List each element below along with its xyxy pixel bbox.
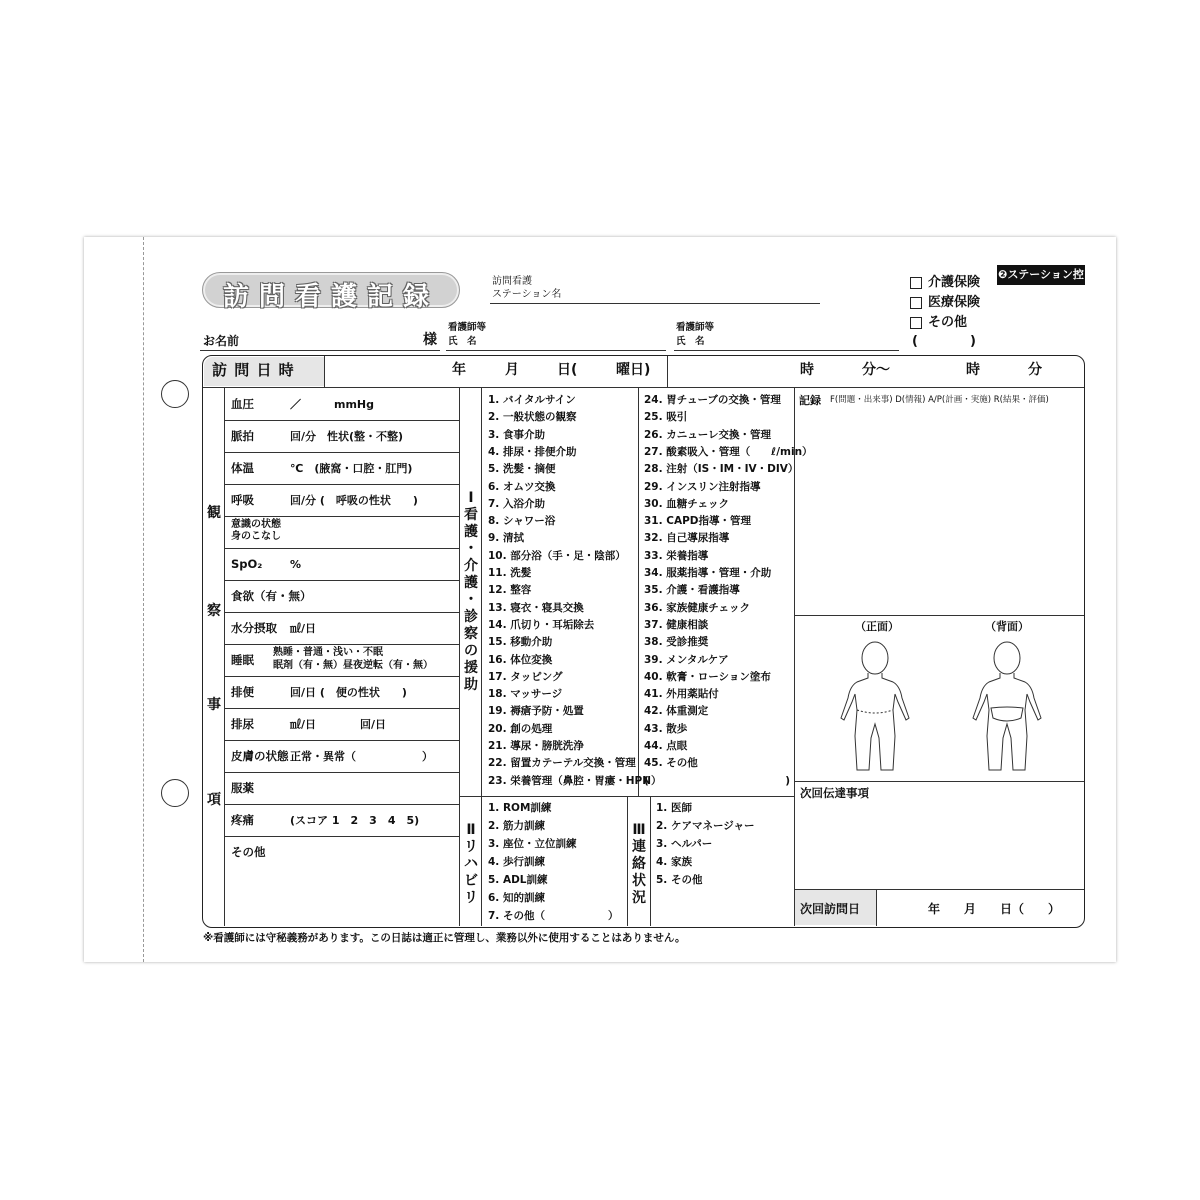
care-item[interactable]: 22. 留置カテーテル交換・管理 xyxy=(488,757,636,770)
visit-label-divider xyxy=(324,356,325,387)
obs-row-label: 排便 xyxy=(231,685,254,699)
insurance-iryo: 医療保険 xyxy=(928,295,981,310)
rehab-label-char: ビ xyxy=(464,873,478,889)
station-copy-badge: ❷ステーション控 xyxy=(997,265,1085,285)
next-visit-divider xyxy=(876,889,877,926)
care-item[interactable]: 7. 入浴介助 xyxy=(488,497,545,510)
contact-item[interactable]: 2. ケアマネージャー xyxy=(656,820,755,832)
insurance-other: その他 xyxy=(928,315,968,330)
nurse2-label-top: 看護師等 xyxy=(676,322,715,333)
visit-day: 日( xyxy=(557,362,578,378)
care-item[interactable]: 17. タッピング xyxy=(488,670,563,683)
patient-name-label: お名前 xyxy=(203,334,240,348)
care-section-label xyxy=(462,490,480,694)
obs-row-label: 血圧 xyxy=(231,397,254,411)
obs-row-label: 服薬 xyxy=(231,781,254,795)
contact-label-char: 連 xyxy=(632,839,646,855)
contact-label-char: 状 xyxy=(632,873,646,889)
care-item[interactable]: 29. インスリン注射指導 xyxy=(644,480,761,493)
care-item[interactable]: 38. 受診推奨 xyxy=(644,636,709,649)
obs-row-label: 体温 xyxy=(231,461,254,475)
obs-row-value[interactable]: 回/分 ( 呼吸の性状 ) xyxy=(290,494,418,507)
sama-label: 様 xyxy=(423,332,437,348)
obs-side-char-1: 観 xyxy=(207,505,221,521)
obs-row-value[interactable]: 正常・異常（ ） xyxy=(290,750,433,763)
care-item[interactable]: 40. 軟膏・ローション塗布 xyxy=(644,670,771,683)
care-item[interactable]: 23. 栄養管理（鼻腔・胃瘻・HPN） xyxy=(488,774,662,787)
care-item[interactable]: 19. 褥瘡予防・処置 xyxy=(488,705,584,718)
rehab-item[interactable]: 7. その他（ ） xyxy=(488,910,619,922)
obs-row-label: その他 xyxy=(231,845,266,859)
nurse-label-top: 看護師等 xyxy=(448,322,487,333)
rehab-label-char: ハ xyxy=(464,856,478,872)
obs-row-value[interactable]: ℃ (腋窩・口腔・肛門) xyxy=(290,462,413,475)
rehab-item[interactable]: 6. 知的訓練 xyxy=(488,892,545,904)
obs-row-divider xyxy=(225,708,459,709)
obs-row-divider xyxy=(225,676,459,677)
checkbox-other[interactable] xyxy=(910,317,922,329)
care-label-char: Ⅰ xyxy=(468,490,474,506)
visit-datetime-label: 訪 問 日 時 xyxy=(212,361,295,379)
contact-item[interactable]: 1. 医師 xyxy=(656,802,692,814)
care-item[interactable]: 31. CAPD指導・管理 xyxy=(644,515,751,528)
rehab-item[interactable]: 5. ADL訓練 xyxy=(488,874,548,886)
care-item[interactable]: 12. 整容 xyxy=(488,584,532,597)
obs-row-divider xyxy=(225,772,459,773)
care-item[interactable]: 42. 体重測定 xyxy=(644,705,709,718)
obs-row-label: 水分摂取 xyxy=(231,621,277,635)
rehab-label-char: Ⅱ xyxy=(466,822,476,838)
visit-minute-end: 分 xyxy=(1028,362,1042,378)
care-item[interactable]: 26. カニューレ交換・管理 xyxy=(644,428,772,441)
obs-side-char-2: 察 xyxy=(207,603,221,619)
care-item[interactable]: 3. 食事介助 xyxy=(488,428,545,441)
care-label-char: 護 xyxy=(464,524,478,540)
obs-row-divider xyxy=(225,548,459,549)
rehab-item[interactable]: 2. 筋力訓練 xyxy=(488,820,545,832)
visit-hour-end: 時 xyxy=(966,362,980,378)
care-item[interactable]: 24. 胃チューブの交換・管理 xyxy=(644,394,781,406)
care-item[interactable]: 16. 体位変換 xyxy=(488,653,553,666)
nurse-label-bottom: 氏 名 xyxy=(448,336,477,347)
next-visit-date[interactable]: 年 月 日（ ） xyxy=(928,902,1061,916)
rehab-label-char: リ xyxy=(464,839,478,855)
rehab-item[interactable]: 4. 歩行訓練 xyxy=(488,856,545,868)
obs-row-value[interactable]: % xyxy=(290,558,302,571)
obs-row-label: 皮膚の状態 xyxy=(231,749,289,763)
care-item[interactable]: 32. 自己導尿指導 xyxy=(644,532,730,545)
body-front-label: （正面） xyxy=(855,620,899,633)
contact-item[interactable]: 4. 家族 xyxy=(656,856,692,868)
care-item[interactable]: 44. 点眼 xyxy=(644,740,688,752)
nurse2-label-bottom: 氏 名 xyxy=(676,336,705,347)
contact-label-char: 況 xyxy=(632,890,646,906)
care-item[interactable]: 39. メンタルケア xyxy=(644,653,729,666)
visit-month: 月 xyxy=(505,362,519,378)
rehab-section-label xyxy=(462,822,480,907)
care-item[interactable]: 27. 酸素吸入・管理（ ℓ/min） xyxy=(644,445,813,458)
obs-row-divider xyxy=(225,740,459,741)
obs-row-label: 意識の状態 xyxy=(231,519,281,530)
insurance-other-paren: ( ) xyxy=(912,334,976,349)
obs-row-divider xyxy=(225,580,459,581)
station-name-line[interactable] xyxy=(490,303,820,304)
confidentiality-note: ※看護師には守秘義務があります。この日誌は適正に管理し、業務以外に使用することはありません。 xyxy=(203,932,686,944)
obs-side-char-3: 事 xyxy=(207,697,221,713)
care-item[interactable]: 45. その他 xyxy=(644,757,698,770)
form-title: 訪問看護記録 xyxy=(222,282,439,312)
rehab-item[interactable]: 3. 座位・立位訓練 xyxy=(488,838,577,850)
binder-hole-bottom xyxy=(161,779,189,807)
visit-year: 年 xyxy=(452,362,466,378)
care-item[interactable]: 1. バイタルサイン xyxy=(488,394,576,406)
obs-row-value[interactable]: ㎖/日 xyxy=(290,622,317,635)
care-col-divider xyxy=(638,388,639,796)
visit-time-divider xyxy=(667,356,668,387)
care-item[interactable]: 35. 介護・看護指導 xyxy=(644,584,740,597)
visit-row-bottom xyxy=(203,387,1084,388)
nurse-name-line[interactable] xyxy=(446,350,666,351)
care-item[interactable]: 14. 爪切り・耳垢除去 xyxy=(488,618,595,631)
contact-label-divider xyxy=(650,796,651,926)
next-note-label: 次回伝達事項 xyxy=(800,786,869,800)
visit-weekday: 曜日) xyxy=(616,362,651,378)
checkbox-iryo[interactable] xyxy=(910,297,922,309)
care-item[interactable]: 43. 散歩 xyxy=(644,722,688,735)
obs-row-divider xyxy=(225,452,459,453)
obs-row-label: 排尿 xyxy=(231,717,254,731)
obs-row-divider xyxy=(225,644,459,645)
station-label-2: ステーション名 xyxy=(492,289,562,300)
care-label-char: ・ xyxy=(464,541,478,557)
station-label: 訪問看護 xyxy=(492,276,532,287)
form-title-banner xyxy=(202,272,460,312)
checkbox-kaigo[interactable] xyxy=(910,277,922,289)
care-item[interactable]: 13. 寝衣・寝具交換 xyxy=(488,601,584,614)
obs-row-label-2: 身のこなし xyxy=(231,531,281,542)
care-item[interactable]: 33. 栄養指導 xyxy=(644,549,709,562)
obs-row-value[interactable]: (スコア 1 2 3 4 5) xyxy=(290,814,420,827)
care-item[interactable]: 20. 創の処理 xyxy=(488,722,553,735)
obs-row-value-2[interactable]: 眠剤（有・無）昼夜逆転（有・無） xyxy=(273,660,433,671)
obs-row-value[interactable]: ／ mmHg xyxy=(290,398,375,411)
obs-row-value[interactable]: 回/分 性状(整・不整) xyxy=(290,430,404,443)
care-item[interactable]: 15. 移動介助 xyxy=(488,636,553,649)
obs-row-value[interactable]: 熟睡・普通・浅い・不眠 xyxy=(273,647,383,658)
obs-row-label: SpO₂ xyxy=(231,557,263,571)
care-item[interactable]: 11. 洗髪 xyxy=(488,567,532,579)
care-item[interactable]: 8. シャワー浴 xyxy=(488,515,556,528)
care-item[interactable]: 4. 排尿・排便介助 xyxy=(488,445,577,458)
care-label-divider xyxy=(481,388,482,796)
obs-row-label: 呼吸 xyxy=(231,493,254,507)
obs-row-divider xyxy=(225,612,459,613)
obs-row-label: 脈拍 xyxy=(231,429,254,443)
care-item[interactable]: 9. 清拭 xyxy=(488,532,524,545)
care-label-char: 察 xyxy=(464,626,478,642)
rehab-right-divider xyxy=(627,796,628,926)
obs-side-char-4: 項 xyxy=(207,792,221,808)
rehab-label-char: リ xyxy=(464,890,478,906)
obs-row-divider xyxy=(225,420,459,421)
care-label-char: 診 xyxy=(464,609,478,625)
binder-hole-top xyxy=(161,380,189,408)
obs-row-divider xyxy=(225,516,459,517)
contact-label-char: Ⅲ xyxy=(632,822,646,838)
rehab-label-divider xyxy=(481,796,482,926)
care-item[interactable]: 37. 健康相談 xyxy=(644,618,709,631)
obs-row-value[interactable]: ㎖/日 回/日 xyxy=(290,718,387,731)
visit-minute-start: 分～ xyxy=(862,362,890,378)
obs-row-divider xyxy=(225,836,459,837)
care-item[interactable]: 30. 血糖チェック xyxy=(644,497,729,510)
contact-item[interactable]: 3. ヘルパー xyxy=(656,838,713,850)
care-label-char: ・ xyxy=(464,592,478,608)
next-visit-label: 次回訪問日 xyxy=(800,902,861,916)
obs-row-value[interactable]: 回/日 ( 便の性状 ) xyxy=(290,686,407,699)
care-label-char: 助 xyxy=(464,677,478,693)
record-legend: F(問題・出来事) D(情報) A/P(計画・実施) R(結果・評価) xyxy=(830,395,1049,405)
obs-row-divider xyxy=(225,804,459,805)
care-item[interactable]: 41. 外用薬貼付 xyxy=(644,688,719,701)
perforation-line xyxy=(143,237,144,962)
care-item[interactable]: 2. 一般状態の観察 xyxy=(488,411,577,424)
care-label-char: 護 xyxy=(464,575,478,591)
care-item[interactable]: 6. オムツ交換 xyxy=(488,480,556,493)
care-item[interactable]: 28. 注射（IS・IM・IV・DIV） xyxy=(644,463,799,476)
care-item[interactable]: 36. 家族健康チェック xyxy=(644,601,750,614)
care-label-char: 援 xyxy=(464,660,478,676)
visit-hour-start: 時 xyxy=(800,362,814,378)
care-label-char: 看 xyxy=(464,507,478,523)
care-label-char: 介 xyxy=(464,558,478,574)
obs-row-label: 疼痛 xyxy=(231,813,254,827)
care-item[interactable]: 25. 吸引 xyxy=(644,411,688,424)
care-item[interactable]: ( ) xyxy=(644,774,791,787)
body-back-label: （背面） xyxy=(985,620,1029,633)
obs-side-divider xyxy=(224,388,225,926)
care-item[interactable]: 5. 洗髪・摘便 xyxy=(488,463,556,476)
obs-row-label: 睡眠 xyxy=(231,653,254,667)
obs-row-label: 食欲（有・無） xyxy=(231,589,312,603)
contact-label-char: 絡 xyxy=(632,856,646,872)
care-label-char: の xyxy=(464,643,478,659)
record-body-line xyxy=(795,615,1084,616)
next-note-top xyxy=(795,781,1084,782)
rehab-item[interactable]: 1. ROM訓練 xyxy=(488,802,552,814)
contact-item[interactable]: 5. その他 xyxy=(656,874,703,886)
insurance-kaigo: 介護保険 xyxy=(928,275,981,290)
care-item[interactable]: 21. 導尿・膀胱洗浄 xyxy=(488,740,584,752)
patient-name-line[interactable] xyxy=(200,350,440,351)
obs-row-divider xyxy=(225,484,459,485)
obs-right-divider xyxy=(459,388,460,926)
contact-section-label xyxy=(629,822,649,907)
care-item[interactable]: 10. 部分浴（手・足・陰部） xyxy=(488,549,626,562)
body-back-figure xyxy=(967,638,1047,778)
care-item[interactable]: 34. 服薬指導・管理・介助 xyxy=(644,567,772,579)
care-item[interactable]: 18. マッサージ xyxy=(488,688,563,701)
nurse2-name-line[interactable] xyxy=(674,350,899,351)
body-front-figure xyxy=(835,638,915,778)
record-label: 記録 xyxy=(799,394,821,407)
